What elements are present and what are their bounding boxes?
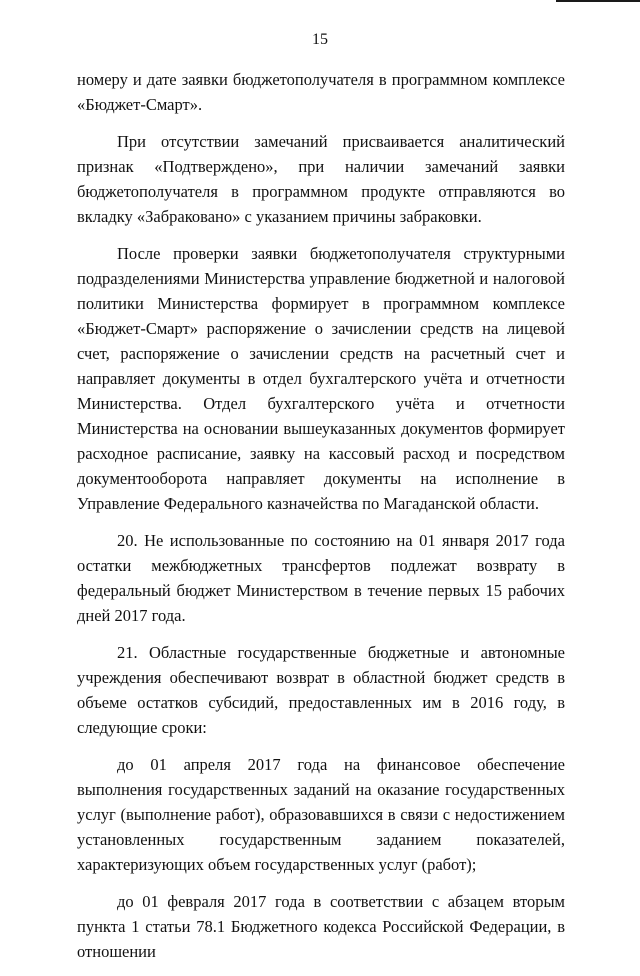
document-body bbox=[77, 67, 565, 976]
top-edge-rule bbox=[556, 0, 640, 2]
paragraph-item-20: 20. Не использованные по состоянию на 01 января 2017 года остатки межбюджетных трансфертов подлежат возврату в федеральный бюджет Министерством в течение первых 15 рабочих дней 2017 года. bbox=[77, 531, 565, 625]
paragraph-deadline-february: до 01 февраля 2017 года в соответствии с абзацем вторым пункта 1 статьи 78.1 Бюджетного кодекса Российской Федерации, в отношении bbox=[77, 892, 565, 961]
paragraph-approval-status: При отсутствии замечаний присваивается аналитический признак «Подтверждено», при наличии замечаний заявки бюджетополучателя в программном продукте отправляются во вкладку «Забраковано» с указанием причины забраковки. bbox=[77, 132, 565, 226]
paragraph-item-21: 21. Областные государственные бюджетные и автономные учреждения обеспечивают возврат в областной бюджет средств в объеме остатков субсидий, предоставленных им в 2016 году, в следующие сроки: bbox=[77, 643, 565, 737]
paragraph-deadline-april: до 01 апреля 2017 года на финансовое обеспечение выполнения государственных заданий на оказание государственных услуг (выполнение работ), образовавшихся в связи с недостижением установленных государственным заданием показателей, характеризующих объем государственных услуг (работ); bbox=[77, 755, 565, 874]
paragraph-continuation: номеру и дате заявки бюджетополучателя в программном комплексе «Бюджет-Смарт». bbox=[77, 70, 565, 114]
paragraph-verification-process: После проверки заявки бюджетополучателя структурными подразделениями Министерства управление бюджетной и налоговой политики Министерства формирует в программном комплексе «Бюджет-Смарт» распоряжение о зачислении средств на лицевой счет, распоряжение о зачислении средств на расчетный счет и направляет документы в отдел бухгалтерского учёта и отчетности Министерства. Отдел бухгалтерского учёта и отчетности Министерства на основании вышеуказанных документов формирует расходное расписание, заявку на кассовый расход и посредством документооборота направляет документы на исполнение в Управление Федерального казначейства по Магаданской области. bbox=[77, 244, 565, 513]
page-number: 15 bbox=[312, 31, 328, 48]
